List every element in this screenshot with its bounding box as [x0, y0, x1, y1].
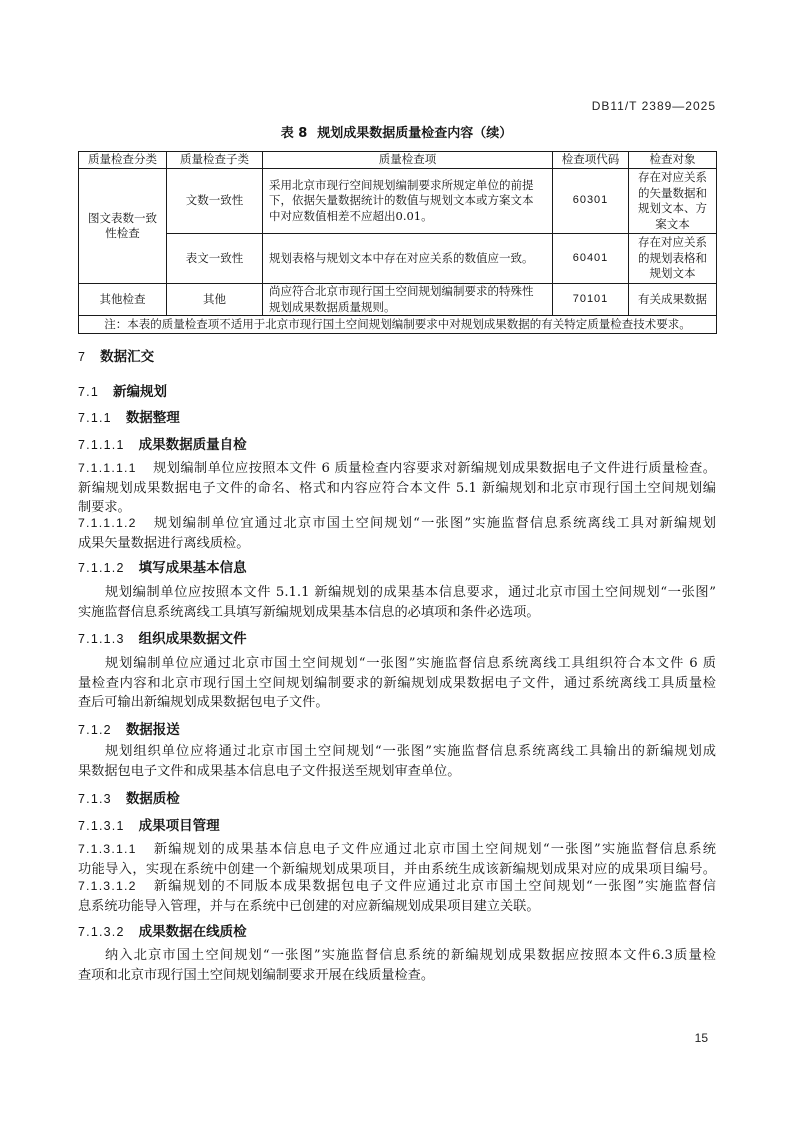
- text-line: [78, 877, 716, 897]
- code-cell: 70101: [553, 284, 629, 316]
- section-number: 7.1.3.1: [78, 819, 125, 833]
- section-heading: [78, 434, 247, 454]
- text-line: 制要求。: [78, 500, 131, 515]
- body-paragraph: [78, 946, 716, 985]
- text-line: 查后可输出新编规划成果数据包电子文件。: [78, 695, 329, 710]
- section-title: 填写成果基本信息: [138, 560, 247, 576]
- table-row: [79, 169, 717, 234]
- cell-line: 案文本: [655, 216, 690, 231]
- section-heading: [78, 921, 247, 941]
- text-line: 新编规划成果数据电子文件的命名、格式和内容应符合本文件 5.1 新编规划和北京市现行国土空间规划编: [78, 480, 716, 496]
- clause-paragraph: [78, 840, 716, 879]
- section-heading: [78, 719, 180, 739]
- line-text: 新编规划的成果基本信息电子文件应通过北京市国土空间规划“一张图”实施监督信息系统: [152, 842, 716, 857]
- body-paragraph: [78, 583, 716, 622]
- code-cell: 60301: [553, 169, 629, 234]
- section-number: 7: [78, 350, 87, 364]
- cell-line: 图文表数一致: [88, 210, 157, 225]
- table-note: 注：本表的质量检查项不适用于北京市现行国土空间规划编制要求中对规划成果数据的有关特定质量检查技术要求。: [79, 316, 717, 334]
- text-line: 查项和北京市现行国土空间规划编制要求开展在线质量检查。: [78, 967, 435, 983]
- section-title: 成果项目管理: [138, 818, 220, 834]
- text-line: 成果矢量数据进行离线质检。: [78, 535, 250, 551]
- section-heading: [78, 815, 220, 835]
- cell-line: 的规划表格和: [638, 250, 707, 265]
- section-number: 7.1.1.2: [78, 561, 125, 575]
- section-number: 7.1.3: [78, 792, 112, 806]
- text-line: 功能导入，实现在系统中创建一个新编规划成果项目，并由系统生成该新编规划成果对应的成果项目编号。: [78, 861, 716, 877]
- table-caption-title: 规划成果数据质量检查内容（续）: [317, 126, 513, 141]
- table-note-row: [79, 316, 717, 334]
- cell-line: 其他检查: [99, 291, 146, 306]
- body-paragraph: [78, 742, 716, 781]
- column-header-target: 检查对象: [629, 152, 717, 169]
- category-cell: [79, 284, 167, 316]
- clause-number: 7.1.1.1.1: [78, 461, 137, 475]
- cell-line: 的矢量数据和: [638, 185, 707, 200]
- text-line: 纳入北京市国土空间规划“一张图”实施监督信息系统的新编规划成果数据应按照本文件6.3质量检: [105, 948, 716, 963]
- text-line: [78, 514, 716, 534]
- table-row: [79, 284, 717, 316]
- cell-line: 规划文本: [649, 266, 696, 281]
- cell-line: 规划文本、方: [638, 201, 707, 215]
- cell-line: 规划成果数据质量规则。: [269, 299, 396, 314]
- line-text: 新编规划的不同版本成果数据包电子文件应通过北京市国土空间规划“一张图”实施监督信: [152, 879, 716, 894]
- item-cell: [263, 284, 553, 316]
- text-line: 量检查内容和北京市现行国土空间规划编制要求的新编规划成果数据电子文件，通过系统离线工具质量检: [78, 675, 716, 691]
- column-header-category: 质量检查分类: [79, 152, 167, 169]
- section-number: 7.1: [78, 385, 99, 399]
- section-heading: [78, 788, 180, 808]
- section-heading: [78, 346, 154, 366]
- target-cell: [629, 169, 717, 234]
- quality-check-table: [78, 151, 717, 334]
- section-number: 7.1.2: [78, 723, 112, 737]
- column-header-code: 检查项代码: [553, 152, 629, 169]
- text-line: [78, 459, 716, 479]
- cell-line: 采用北京市现行空间规划编制要求所规定单位的前提: [269, 177, 534, 192]
- item-cell: [263, 234, 553, 284]
- text-line: 规划编制单位应通过北京市国土空间规划“一张图”实施监督信息系统离线工具组织符合本文件 6 质: [105, 656, 716, 671]
- cell-line: 下，依据矢量数据统计的数值与规划文本或方案文本: [269, 193, 534, 208]
- section-title: 数据质检: [125, 791, 180, 807]
- section-heading: [78, 407, 180, 427]
- cell-line: 存在对应关系: [638, 170, 707, 184]
- text-line: 息系统功能导入管理，并与在系统中已创建的对应新编规划成果项目建立关联。: [78, 898, 540, 914]
- line-text: 规划编制单位应按照本文件 6 质量检查内容要求对新编规划成果数据电子文件进行质量检查。: [152, 461, 716, 476]
- clause-number: 7.1.3.1.2: [78, 879, 137, 893]
- clause-number: 7.1.1.1.2: [78, 516, 137, 530]
- section-title: 数据汇交: [100, 349, 155, 365]
- body-paragraph: [78, 654, 716, 713]
- code-cell: 60401: [553, 234, 629, 284]
- section-number: 7.1.1: [78, 411, 112, 425]
- cell-line: 中对应数值相差不应超出0.01。: [269, 208, 433, 223]
- line-text: 规划编制单位宜通过北京市国土空间规划“一张图”实施监督信息系统离线工具对新编规划: [152, 516, 716, 531]
- text-line: 规划组织单位应将通过北京市国土空间规划“一张图”实施监督信息系统离线工具输出的新编规划成: [105, 744, 716, 759]
- subcategory-cell: 其他: [167, 284, 263, 316]
- column-header-item: 质量检查项: [263, 152, 553, 169]
- section-heading: [78, 557, 247, 577]
- section-heading: [78, 628, 247, 648]
- section-title: 数据报送: [125, 722, 180, 738]
- text-line: 果数据包电子文件和成果基本信息电子文件报送至规划审查单位。: [78, 763, 461, 779]
- section-title: 成果数据在线质检: [138, 924, 247, 940]
- cell-line: 规划表格与规划文本中存在对应关系的数值应一致。: [269, 250, 534, 265]
- table-header-row: [79, 152, 717, 169]
- cell-line: 性检查: [105, 226, 140, 240]
- section-title: 数据整理: [125, 410, 180, 426]
- clause-paragraph: [78, 877, 716, 916]
- section-heading: [78, 381, 167, 401]
- table-caption: [0, 125, 793, 143]
- target-cell: [629, 284, 717, 316]
- section-number: 7.1.1.3: [78, 632, 125, 646]
- cell-line: 存在对应关系: [638, 235, 707, 250]
- text-line: [78, 840, 716, 860]
- cell-line: 尚应符合北京市现行国土空间规划编制要求的特殊性: [269, 284, 534, 298]
- clause-number: 7.1.3.1.1: [78, 842, 137, 856]
- document-code: DB11/T 2389—2025: [591, 99, 716, 113]
- section-title: 组织成果数据文件: [138, 631, 247, 647]
- section-number: 7.1.1.1: [78, 438, 125, 452]
- subcategory-cell: 表文一致性: [167, 234, 263, 284]
- clause-paragraph: [78, 514, 716, 553]
- column-header-subcategory: 质量检查子类: [167, 152, 263, 169]
- text-line: 实施监督信息系统离线工具填写新编规划成果基本信息的必填项和条件必选项。: [78, 604, 540, 620]
- subcategory-cell: 文数一致性: [167, 169, 263, 234]
- page-number: 15: [694, 1031, 708, 1045]
- item-cell: [263, 169, 553, 234]
- section-title: 成果数据质量自检: [138, 437, 247, 453]
- table-caption-label: 表 8: [280, 126, 308, 141]
- cell-line: 有关成果数据: [638, 291, 707, 306]
- clause-paragraph: [78, 459, 716, 518]
- target-cell: [629, 234, 717, 284]
- category-cell: [79, 169, 167, 284]
- section-number: 7.1.3.2: [78, 925, 125, 939]
- section-title: 新编规划: [112, 384, 167, 400]
- table-row: [79, 234, 717, 284]
- text-line: 规划编制单位应按照本文件 5.1.1 新编规划的成果基本信息要求，通过北京市国土空间规划“一张图”: [105, 585, 716, 600]
